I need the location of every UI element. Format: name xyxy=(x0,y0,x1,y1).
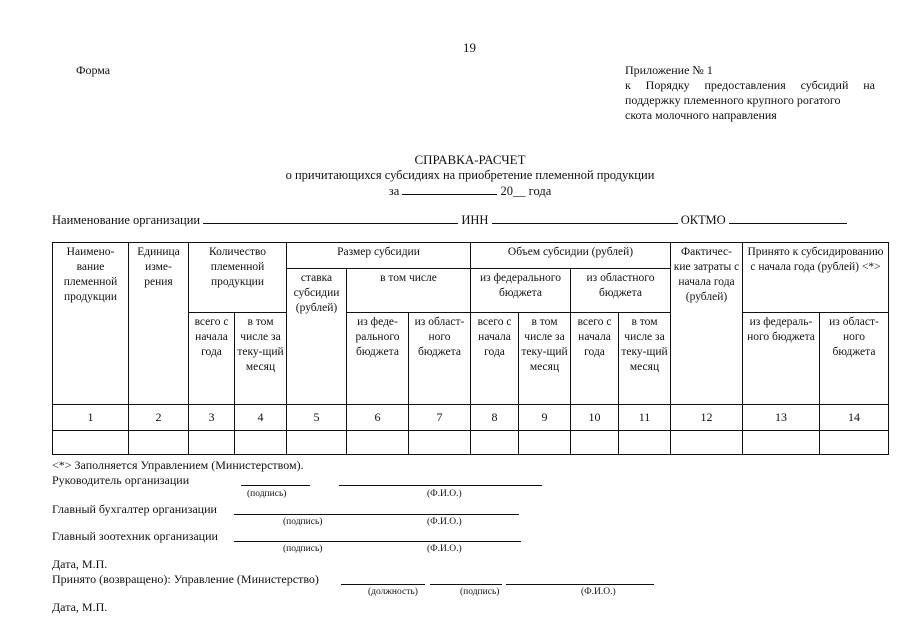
col-number: 6 xyxy=(347,405,409,431)
header-accepted-federal: из федераль-ного бюджета xyxy=(743,313,820,405)
col-number: 1 xyxy=(53,405,129,431)
header-including: в том числе xyxy=(347,269,471,313)
accountant-line xyxy=(234,514,519,515)
appendix-line-3: поддержку племенного крупного рогатого xyxy=(625,93,841,107)
col-number: 4 xyxy=(235,405,287,431)
form-label: Форма xyxy=(76,63,111,77)
inn-blank xyxy=(492,212,678,224)
header-volume-regional: из областного бюджета xyxy=(571,269,671,313)
appendix-line-2: к Порядку предоставления субсидий на xyxy=(625,78,875,92)
col-number: 3 xyxy=(189,405,235,431)
header-size-federal: из феде-рального бюджета xyxy=(347,313,409,405)
zootech-line xyxy=(234,541,521,542)
accountant-fio-caption: (Ф.И.О.) xyxy=(427,517,462,527)
period-line xyxy=(0,183,905,199)
header-qty-total-year: всего с начала года xyxy=(189,313,235,405)
header-subsidy-size: Размер субсидии xyxy=(287,243,471,269)
accepted-sign-caption: (подпись) xyxy=(460,587,500,597)
organization-line xyxy=(52,212,847,228)
col-number: 12 xyxy=(671,405,743,431)
org-name-label: Наименование организации xyxy=(52,213,201,227)
period-suffix: года xyxy=(528,184,552,198)
footnote: <*> Заполняется Управлением (Министерством). xyxy=(52,458,304,472)
oktmo-blank xyxy=(729,212,847,224)
col-number: 9 xyxy=(519,405,571,431)
header-reg-total-year: всего с начала года xyxy=(571,313,619,405)
appendix-line-4: скота молочного направления xyxy=(625,108,777,122)
header-rate: ставка субсидии (рублей) xyxy=(287,269,347,405)
accountant-label: Главный бухгалтер организации xyxy=(52,502,217,516)
accepted-label: Принято (возвращено): Управление (Министерство) xyxy=(52,572,319,586)
header-unit: Единица изме-рения xyxy=(129,243,189,405)
zootech-sign-caption: (подпись) xyxy=(283,544,323,554)
head-sign-caption: (подпись) xyxy=(247,489,287,499)
header-accepted: Принято к субсидированию с начала года (рублей) <*> xyxy=(743,243,889,313)
col-number: 11 xyxy=(619,405,671,431)
period-year-prefix: 20__ xyxy=(500,184,526,198)
col-number: 14 xyxy=(820,405,889,431)
col-number: 8 xyxy=(471,405,519,431)
header-reg-current-month: в том числе за теку-щий месяц xyxy=(619,313,671,405)
accepted-position-caption: (должность) xyxy=(368,587,418,597)
accepted-fio-line xyxy=(506,584,654,585)
header-accepted-regional: из област-ного бюджета xyxy=(820,313,889,405)
header-subsidy-volume: Объем субсидии (рублей) xyxy=(471,243,671,269)
inn-label: ИНН xyxy=(461,213,489,227)
accountant-sign-caption: (подпись) xyxy=(283,517,323,527)
zootech-label: Главный зоотехник организации xyxy=(52,529,218,543)
oktmo-label: ОКТМО xyxy=(680,213,726,227)
document-title: СПРАВКА-РАСЧЕТ xyxy=(414,152,526,167)
page-number: 19 xyxy=(463,40,476,55)
subsidy-table xyxy=(52,242,889,455)
header-volume-federal: из федерального бюджета xyxy=(471,269,571,313)
header-product-name: Наимено-вание племенной продукции xyxy=(53,243,129,405)
date-stamp-2: Дата, М.П. xyxy=(52,600,108,614)
head-fio-caption: (Ф.И.О.) xyxy=(427,489,462,499)
header-fed-total-year: всего с начала года xyxy=(471,313,519,405)
accepted-sign-line xyxy=(430,584,502,585)
table-row xyxy=(53,431,889,455)
header-fed-current-month: в том числе за теку-щий месяц xyxy=(519,313,571,405)
header-size-regional: из област-ного бюджета xyxy=(409,313,471,405)
col-number: 5 xyxy=(287,405,347,431)
col-number: 7 xyxy=(409,405,471,431)
appendix-block xyxy=(625,63,875,123)
appendix-line-1: Приложение № 1 xyxy=(625,63,713,77)
accepted-position-line xyxy=(341,584,425,585)
col-number: 10 xyxy=(571,405,619,431)
zootech-fio-caption: (Ф.И.О.) xyxy=(427,544,462,554)
org-name-blank xyxy=(203,212,458,224)
head-label: Руководитель организации xyxy=(52,473,190,487)
period-prefix: за xyxy=(388,184,400,198)
date-stamp-1: Дата, М.П. xyxy=(52,557,108,571)
header-qty-current-month: в том числе за теку-щий месяц xyxy=(235,313,287,405)
col-number: 13 xyxy=(743,405,820,431)
document-subtitle: о причитающихся субсидиях на приобретение племенной продукции xyxy=(285,168,655,182)
col-number: 2 xyxy=(129,405,189,431)
head-sign-line xyxy=(241,485,310,486)
header-quantity: Количество племенной продукции xyxy=(189,243,287,313)
accepted-fio-caption: (Ф.И.О.) xyxy=(581,587,616,597)
head-fio-line xyxy=(339,485,542,486)
header-actual-costs: Фактичес-кие затраты с начала года (рублей) xyxy=(671,243,743,405)
period-blank xyxy=(402,183,497,195)
